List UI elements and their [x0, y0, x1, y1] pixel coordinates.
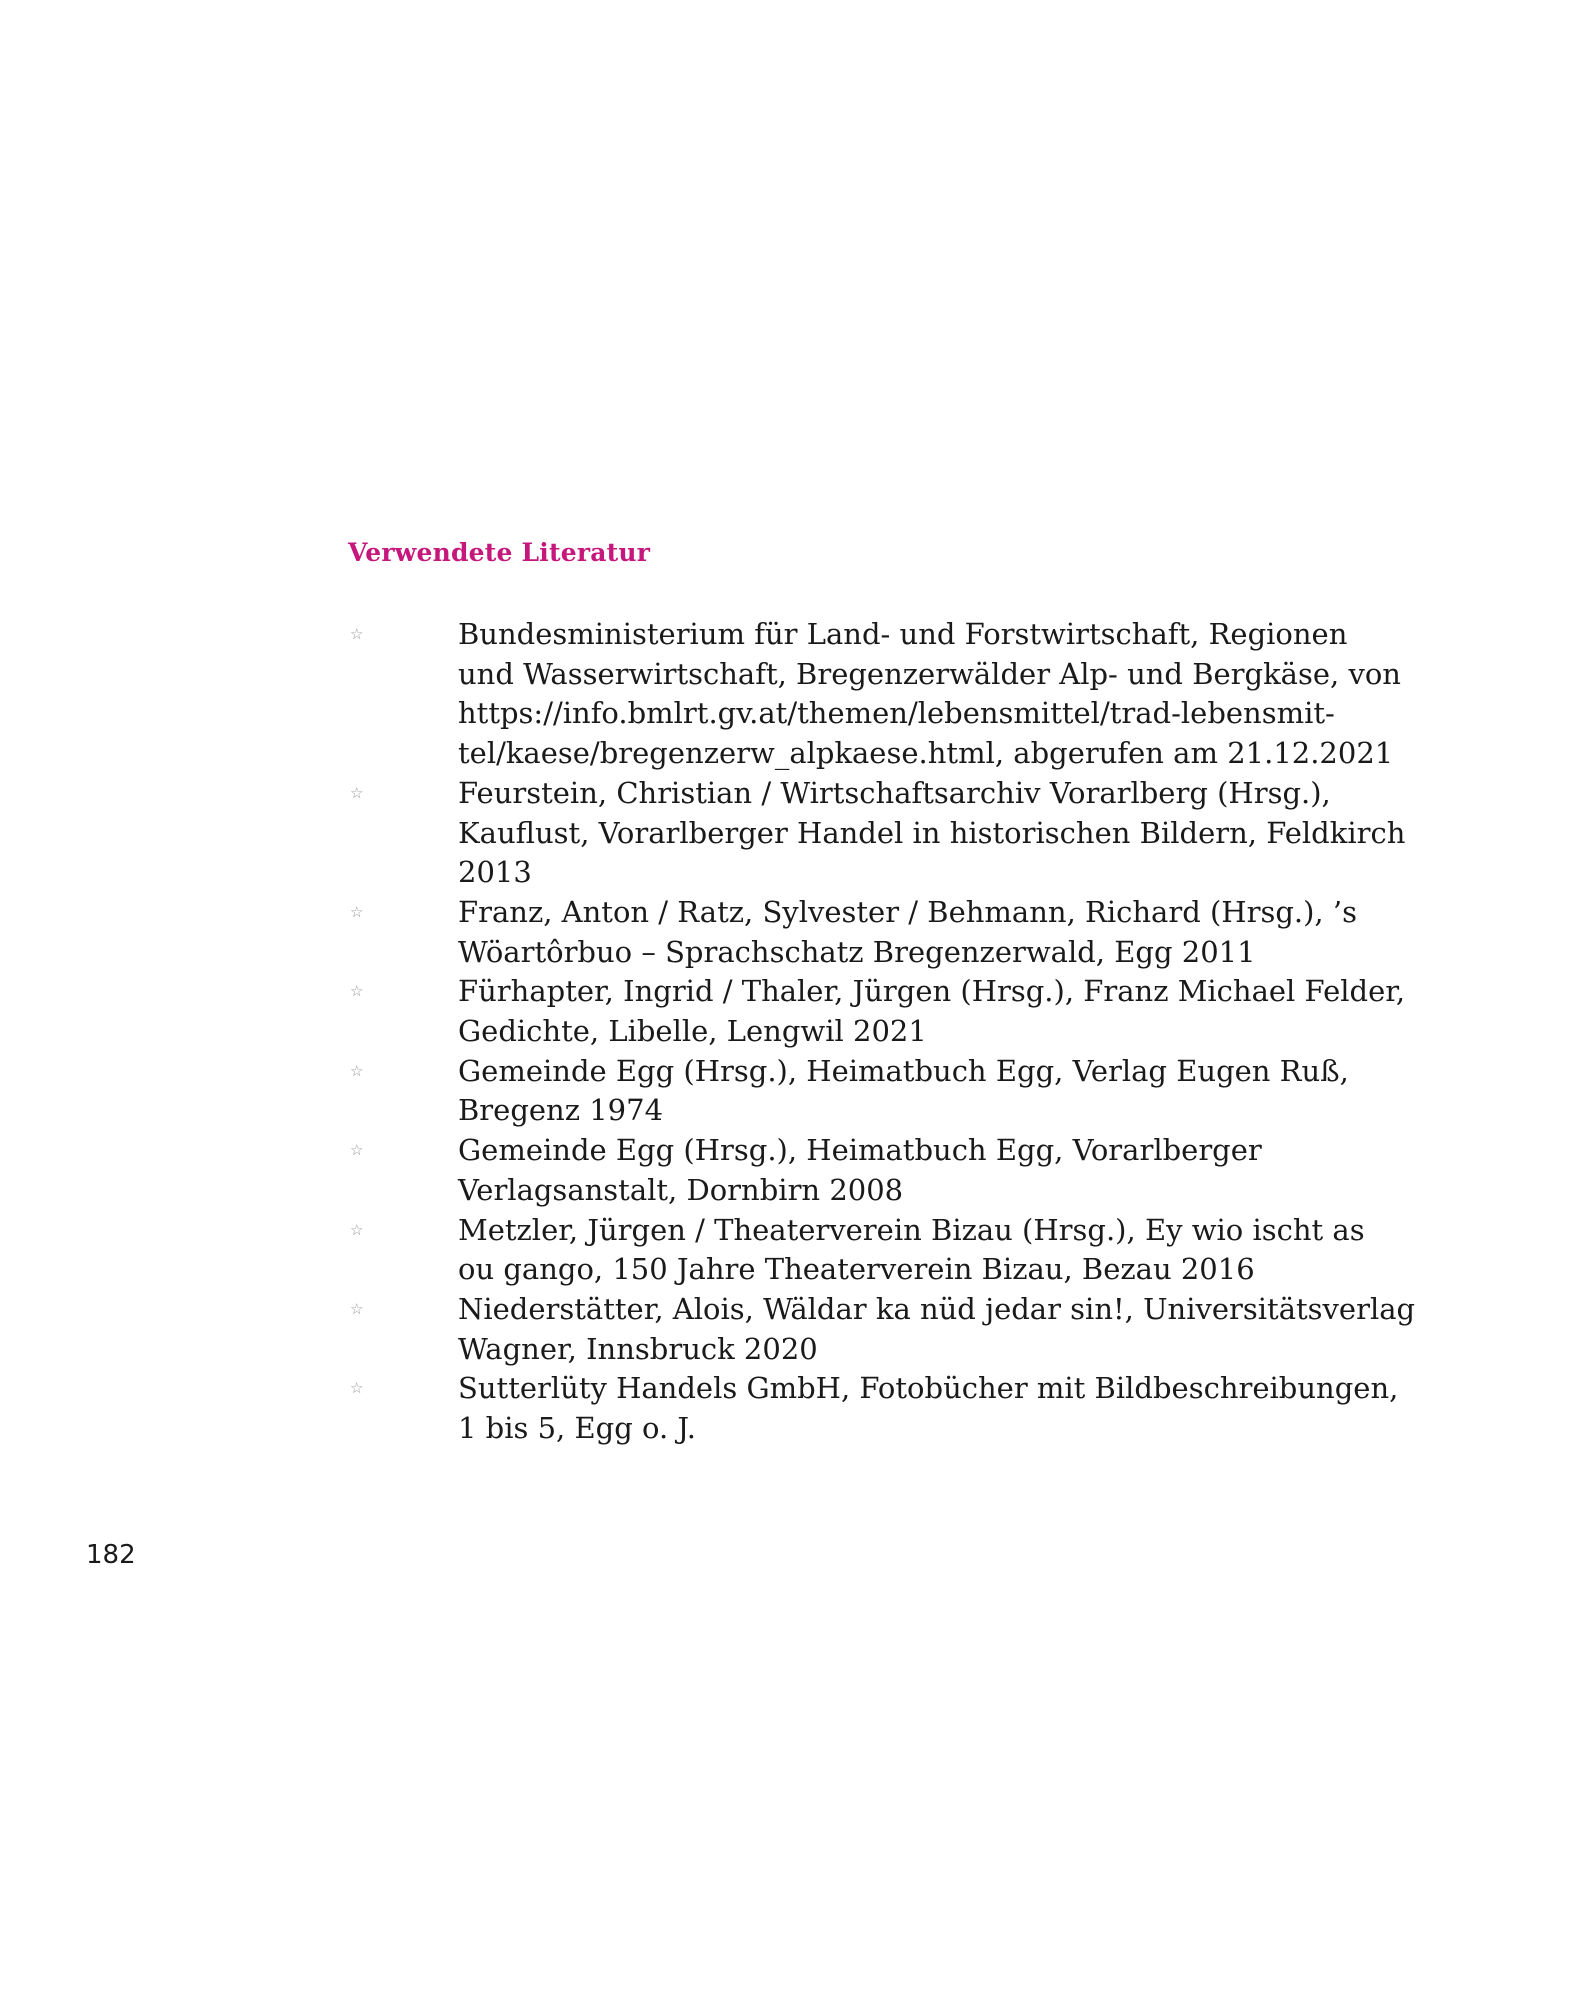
bibliography-entry: [348, 615, 1428, 774]
section-heading: Verwendete Literatur: [348, 538, 651, 567]
bibliography-entry: [348, 972, 1428, 1051]
bibliography-entry-text: Fürhapter, Ingrid / Thaler, Jürgen (Hrsg.), Franz Michael Felder, Gedichte, Libelle, Lengwil 2021: [458, 974, 1406, 1049]
bibliography-entry: [348, 1290, 1428, 1369]
bibliography-entry-text: Niederstätter, Alois, Wäldar ka nüd jedar sin!, Universitätsverlag Wagner, Innsbruck 2020: [458, 1291, 1416, 1366]
bibliography-entry-text: Feurstein, Christian / Wirtschaftsarchiv Vorarlberg (Hrsg.), Kauflust, Vorarlberger Handel in historischen Bildern, Feldkirch 2013: [458, 775, 1406, 890]
bibliography-entry-text: Gemeinde Egg (Hrsg.), Heimatbuch Egg, Vorarlberger Verlagsanstalt, Dornbirn 2008: [458, 1133, 1262, 1207]
bibliography-entry: [348, 1052, 1428, 1131]
star-bullet-icon: ☆: [350, 1299, 364, 1318]
page-number: 182: [86, 1540, 136, 1570]
bibliography-entry: [348, 774, 1428, 893]
star-bullet-icon: ☆: [350, 902, 364, 921]
bibliography-entry: [348, 1211, 1428, 1290]
bibliography-entry: [348, 893, 1428, 972]
star-bullet-icon: ☆: [350, 1141, 364, 1160]
bibliography-entry: [348, 1131, 1428, 1210]
star-bullet-icon: ☆: [350, 783, 364, 802]
bibliography-entry-text: Metzler, Jürgen / Theaterverein Bizau (Hrsg.), Ey wio ischt as ou gango, 150 Jahre Theaterverein Bizau, Bezau 2016: [458, 1212, 1365, 1287]
star-bullet-icon: ☆: [350, 982, 364, 1001]
bibliography-entry-text: Franz, Anton / Ratz, Sylvester / Behmann, Richard (Hrsg.), ’s Wöartôrbuo – Sprachschatz Bregenzerwald, Egg 2011: [458, 894, 1357, 969]
star-bullet-icon: ☆: [350, 1220, 364, 1239]
bibliography-entry-text: Sutterlüty Handels GmbH, Fotobücher mit Bildbeschreibungen, 1 bis 5, Egg o. J.: [458, 1371, 1399, 1446]
bibliography-entry-text: Bundesministerium für Land- und Forstwirtschaft, Regionen und Wasserwirtschaft, Bregenzerwälder Alp- und Bergkäse, von https://info.bmlrt.gv.at/themen/lebensmittel/trad-lebensmit- tel/kaese/bregenzerw_alpkaese.html, abgerufen am 21.12.2021: [458, 617, 1401, 771]
bibliography-entry: [348, 1369, 1428, 1448]
star-bullet-icon: ☆: [350, 1061, 364, 1080]
star-bullet-icon: ☆: [350, 625, 364, 643]
star-bullet-icon: ☆: [350, 1379, 364, 1398]
bibliography-entry-text: Gemeinde Egg (Hrsg.), Heimatbuch Egg, Verlag Eugen Ruß, Bregenz 1974: [458, 1053, 1349, 1128]
bibliography-list: [348, 615, 1428, 1449]
